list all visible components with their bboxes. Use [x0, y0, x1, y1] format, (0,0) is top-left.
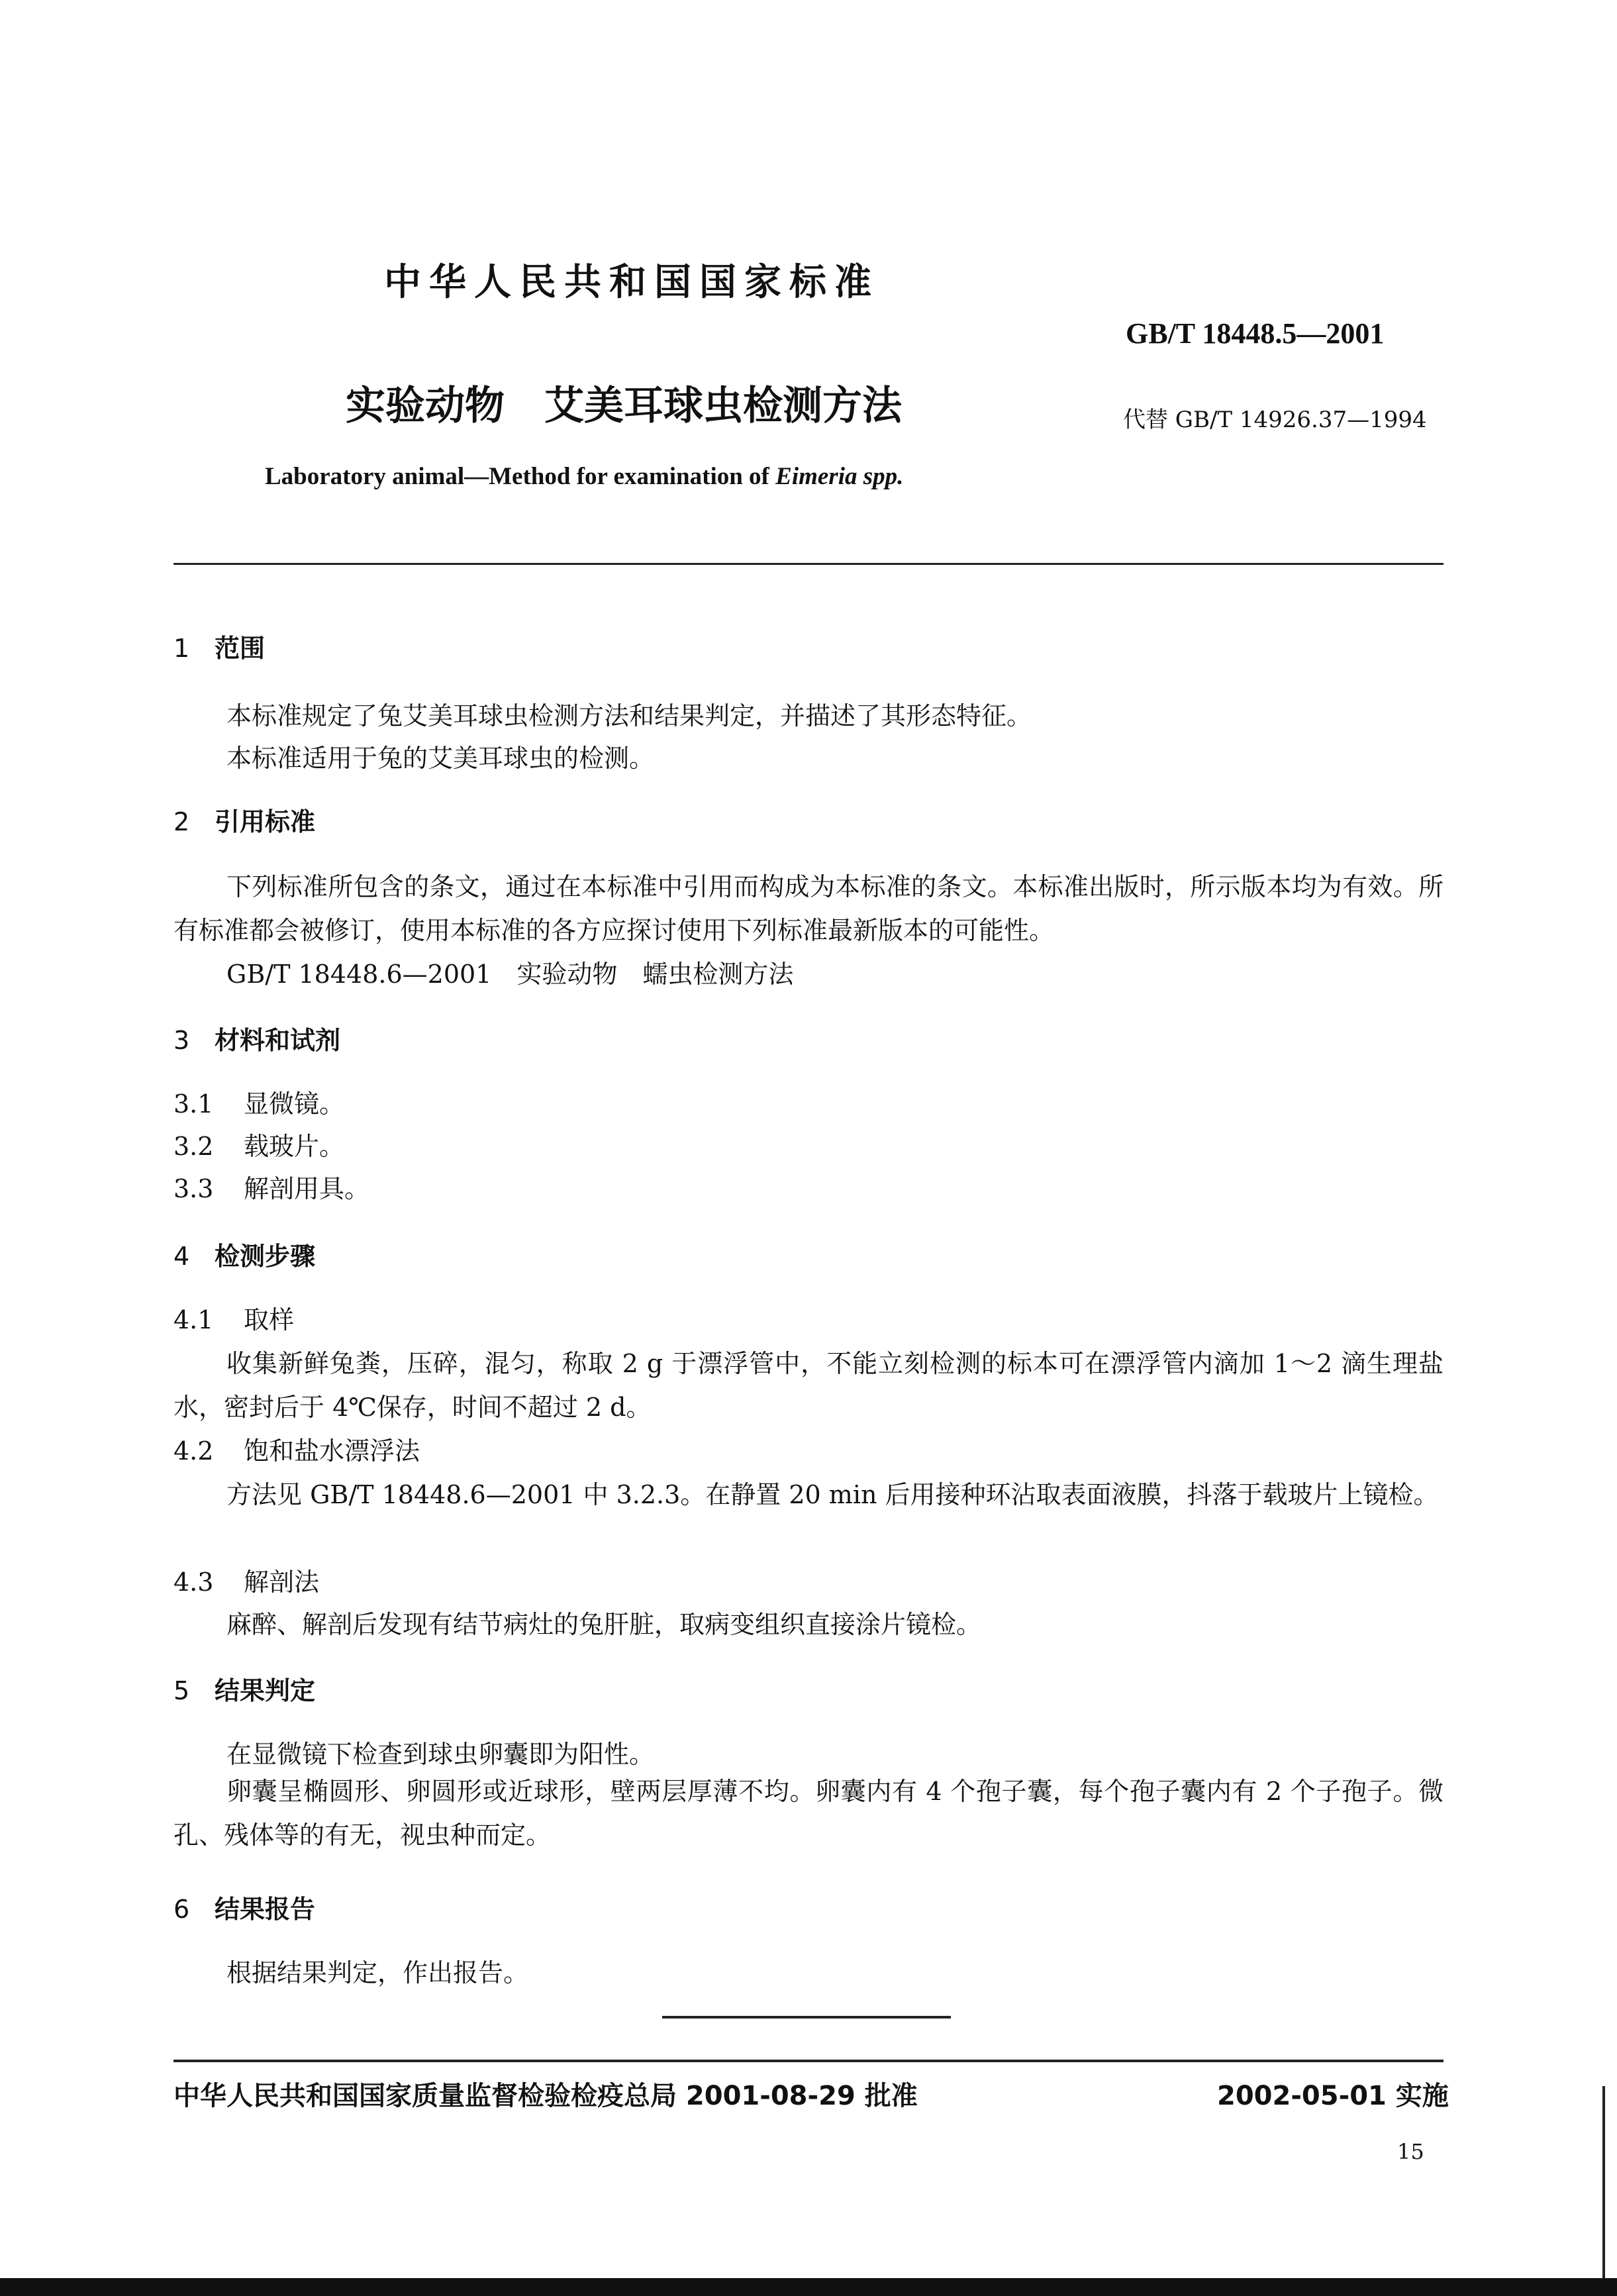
section-number: 2: [173, 807, 190, 836]
section-1-heading: [173, 628, 265, 664]
item-4-1-text: 收集新鲜兔粪，压碎，混匀，称取 2 g 于漂浮管中，不能立刻检测的标本可在漂浮管内滴加 1～2 滴生理盐水，密封后于 4℃保存，时间不超过 2 d。: [173, 1349, 1444, 1422]
item-number: 3.2: [173, 1132, 214, 1161]
standard-number-text: GB/T 18448.5—2001: [1126, 317, 1385, 350]
section-1-paragraph-2: 本标准适用于兔的艾美耳球虫的检测。: [226, 744, 655, 773]
scan-edge-mark: [1602, 2086, 1605, 2278]
item-text: 载玻片。: [244, 1132, 345, 1161]
approval-line: 中华人民共和国国家质量监督检验检疫总局 2001-08-29 批准: [173, 2081, 918, 2111]
section-5-heading: [173, 1670, 315, 1707]
item-number: 3.1: [173, 1089, 214, 1119]
section-1-paragraph-1: 本标准规定了兔艾美耳球虫检测方法和结果判定，并描述了其形态特征。: [226, 701, 1032, 730]
section-number: 4: [173, 1242, 190, 1271]
section-2-reference: GB/T 18448.6—2001 实验动物 蠕虫检测方法: [226, 960, 794, 989]
item-4-2: [173, 1430, 420, 1467]
section-number: 3: [173, 1026, 190, 1055]
section-number: 6: [173, 1895, 190, 1924]
item-text: 取样: [244, 1305, 295, 1334]
title-en-prefix: Laboratory animal—Method for examination of: [265, 463, 776, 490]
item-text: 饱和盐水漂浮法: [244, 1436, 420, 1466]
title-en-species: Eimeria spp.: [775, 463, 904, 490]
section-title: 结果报告: [215, 1895, 316, 1924]
header-divider: [173, 563, 1444, 565]
section-title: 引用标准: [215, 807, 316, 836]
section-5-paragraph-2: 卵囊呈椭圆形、卵圆形或近球形，壁两层厚薄不均。卵囊内有 4 个孢子囊，每个孢子囊内有 2 个子孢子。微孔、残体等的有无，视虫种而定。: [173, 1777, 1444, 1850]
section-5-paragraph-1: 在显微镜下检查到球虫卵囊即为阳性。: [226, 1740, 655, 1769]
standard-title-en: [265, 462, 903, 491]
national-standard-heading: 中华人民共和国国家标准: [384, 261, 879, 304]
section-title: 检测步骤: [215, 1242, 316, 1271]
item-number: 4.3: [173, 1568, 214, 1597]
section-2-heading: [173, 801, 315, 838]
item-text: 显微镜。: [244, 1089, 345, 1119]
item-text: 解剖用具。: [244, 1174, 370, 1203]
end-rule: [662, 2016, 951, 2019]
item-3-1: [173, 1083, 344, 1120]
section-number: 1: [173, 634, 190, 663]
item-4-2-text: 方法见 GB/T 18448.6—2001 中 3.2.3。在静置 20 min 后用接种环沾取表面液膜，抖落于载玻片上镜检。: [226, 1480, 1439, 1509]
section-6-heading: [173, 1889, 315, 1925]
standard-number: [1126, 317, 1384, 350]
page-number: 15: [1397, 2139, 1424, 2164]
footer-divider: [173, 2060, 1444, 2062]
section-2-paragraph: 下列标准所包含的条文，通过在本标准中引用而构成为本标准的条文。本标准出版时，所示版本均为有效。所有标准都会被修订，使用本标准的各方应探讨使用下列标准最新版本的可能性。: [173, 872, 1444, 945]
item-number: 3.3: [173, 1174, 214, 1203]
section-4-heading: [173, 1236, 315, 1272]
section-title: 范围: [215, 634, 266, 663]
standard-title-cn: 实验动物 艾美耳球虫检测方法: [346, 383, 902, 429]
item-4-1: [173, 1299, 294, 1336]
section-3-heading: [173, 1020, 340, 1056]
item-4-3-text: 麻醉、解剖后发现有结节病灶的兔肝脏，取病变组织直接涂片镜检。: [226, 1610, 982, 1639]
section-title: 材料和试剂: [215, 1026, 341, 1055]
item-4-3: [173, 1562, 319, 1598]
section-number: 5: [173, 1676, 190, 1705]
item-3-3: [173, 1168, 369, 1205]
section-title: 结果判定: [215, 1676, 316, 1705]
scan-bottom-border: [0, 2278, 1617, 2296]
item-3-2: [173, 1126, 344, 1162]
item-text: 解剖法: [244, 1568, 320, 1597]
item-number: 4.2: [173, 1436, 214, 1466]
section-6-paragraph: 根据结果判定，作出报告。: [226, 1958, 529, 1987]
replaces-standard: 代替 GB/T 14926.37—1994: [1123, 407, 1427, 433]
implementation-date: 2002-05-01 实施: [1217, 2081, 1449, 2111]
item-number: 4.1: [173, 1305, 214, 1334]
